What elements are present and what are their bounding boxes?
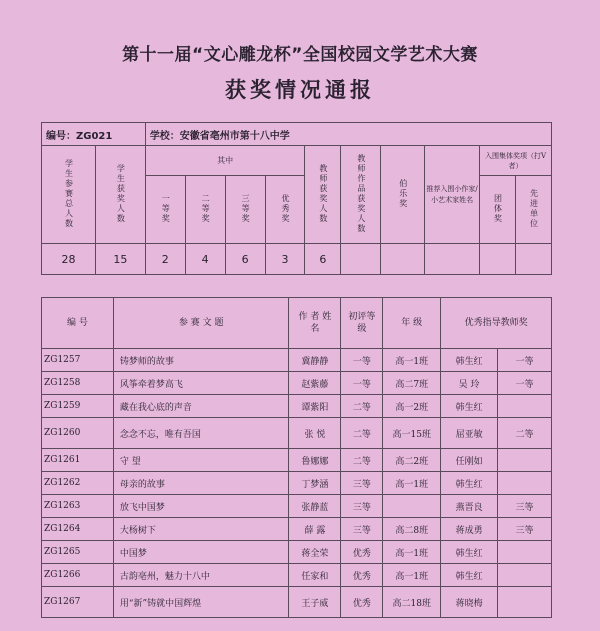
- cell-teacher-level: 三等: [498, 495, 552, 518]
- cell-author: 王子威: [289, 587, 341, 618]
- cell-title: 母亲的故事: [113, 472, 289, 495]
- value-music-award: [381, 244, 425, 275]
- cell-id: ZG1267: [42, 587, 114, 618]
- cell-author: 任家和: [289, 564, 341, 587]
- value-teacher-winners: 6: [305, 244, 341, 275]
- cell-title: 铸梦师的故事: [113, 349, 289, 372]
- header-first: 一等奖: [145, 176, 185, 244]
- cell-id: ZG1257: [42, 349, 114, 372]
- value-team: [480, 244, 516, 275]
- header-team: 团体奖: [480, 176, 516, 244]
- cell-author: 赵紫藤: [289, 372, 341, 395]
- awards-table: [41, 297, 552, 618]
- cell-teacher: 韩生红: [441, 472, 498, 495]
- cell-id: ZG1262: [42, 472, 114, 495]
- cell-author: 张 悦: [289, 418, 341, 449]
- cell-teacher-level: [498, 564, 552, 587]
- header-teacher-winners: 教师获奖人数: [305, 146, 341, 244]
- cell-teacher: 韩生红: [441, 395, 498, 418]
- cell-author: 蒋全荣: [289, 541, 341, 564]
- col-header-advisor: 优秀指导教师奖: [441, 298, 552, 349]
- cell-teacher: 燕晋良: [441, 495, 498, 518]
- cell-teacher: 蒋成勇: [441, 518, 498, 541]
- table-row: [42, 541, 552, 564]
- cell-title: 中国梦: [113, 541, 289, 564]
- cell-level: 一等: [341, 372, 383, 395]
- cell-title: 大杨树下: [113, 518, 289, 541]
- cell-level: 二等: [341, 395, 383, 418]
- table-row: [42, 472, 552, 495]
- table-row: [42, 587, 552, 618]
- cell-grade: 高二18班: [383, 587, 441, 618]
- col-header-level: 初评等级: [341, 298, 383, 349]
- cell-level: 二等: [341, 449, 383, 472]
- cell-level: 三等: [341, 518, 383, 541]
- cell-teacher-level: 一等: [498, 372, 552, 395]
- cell-author: 薛 露: [289, 518, 341, 541]
- cell-level: 优秀: [341, 541, 383, 564]
- cell-title: 古韵亳州，魅力十八中: [113, 564, 289, 587]
- cell-teacher-level: [498, 395, 552, 418]
- value-recommended: [425, 244, 480, 275]
- cell-teacher-level: [498, 472, 552, 495]
- table-row: [42, 372, 552, 395]
- cell-grade: 高一15班: [383, 418, 441, 449]
- cell-title: 风筝牵着梦高飞: [113, 372, 289, 395]
- cell-id: ZG1266: [42, 564, 114, 587]
- header-total-participants: 学生参赛总人数: [42, 146, 96, 244]
- cell-teacher: 任刚如: [441, 449, 498, 472]
- col-header-title: 参 赛 文 题: [113, 298, 289, 349]
- cell-grade: 高一1班: [383, 472, 441, 495]
- table-row: [42, 418, 552, 449]
- cell-author: 冀静静: [289, 349, 341, 372]
- table-row: [42, 495, 552, 518]
- table-row: [42, 395, 552, 418]
- value-third: 6: [225, 244, 265, 275]
- cell-author: 张静蓝: [289, 495, 341, 518]
- cell-teacher: 屈亚敏: [441, 418, 498, 449]
- cell-grade: 高一1班: [383, 541, 441, 564]
- school-name: 学校：安徽省亳州市第十八中学: [145, 123, 551, 146]
- cell-teacher: 吴 玲: [441, 372, 498, 395]
- table-row: [42, 518, 552, 541]
- cell-grade: 高二7班: [383, 372, 441, 395]
- cell-id: ZG1260: [42, 418, 114, 449]
- cell-title: 念念不忘，唯有吾国: [113, 418, 289, 449]
- value-teacher-works: [341, 244, 381, 275]
- cell-grade: [383, 495, 441, 518]
- cell-grade: 高二2班: [383, 449, 441, 472]
- cell-teacher-level: [498, 541, 552, 564]
- header-collective: 入围集体奖项（打V者）: [480, 146, 552, 176]
- cell-title: 用“新”铸就中国辉煌: [113, 587, 289, 618]
- entry-id: 编号：ZG021: [42, 123, 146, 146]
- header-advanced-unit: 先进单位: [515, 176, 551, 244]
- cell-teacher: 韩生红: [441, 349, 498, 372]
- value-first: 2: [145, 244, 185, 275]
- value-winners: 15: [95, 244, 145, 275]
- summary-table: [41, 122, 552, 275]
- cell-author: 丁梦涵: [289, 472, 341, 495]
- header-excellent: 优秀奖: [265, 176, 305, 244]
- header-of-which: 其中: [145, 146, 305, 176]
- cell-teacher: 蒋晓梅: [441, 587, 498, 618]
- cell-author: 谭紫阳: [289, 395, 341, 418]
- header-second: 二等奖: [185, 176, 225, 244]
- header-third: 三等奖: [225, 176, 265, 244]
- cell-level: 优秀: [341, 587, 383, 618]
- table-row: [42, 349, 552, 372]
- table-row: [42, 449, 552, 472]
- cell-grade: 高一1班: [383, 349, 441, 372]
- header-music-award: 伯乐奖: [381, 146, 425, 244]
- value-total-participants: 28: [42, 244, 96, 275]
- cell-id: ZG1261: [42, 449, 114, 472]
- cell-id: ZG1263: [42, 495, 114, 518]
- cell-level: 二等: [341, 418, 383, 449]
- cell-level: 三等: [341, 472, 383, 495]
- value-advanced-unit: [515, 244, 551, 275]
- cell-teacher: 韩生红: [441, 541, 498, 564]
- header-winners: 学生获奖人数: [95, 146, 145, 244]
- cell-author: 鲁娜娜: [289, 449, 341, 472]
- cell-teacher: 韩生红: [441, 564, 498, 587]
- cell-grade: 高一1班: [383, 564, 441, 587]
- cell-teacher-level: [498, 449, 552, 472]
- cell-grade: 高一2班: [383, 395, 441, 418]
- cell-id: ZG1259: [42, 395, 114, 418]
- cell-id: ZG1265: [42, 541, 114, 564]
- col-header-grade: 年 级: [383, 298, 441, 349]
- value-second: 4: [185, 244, 225, 275]
- cell-teacher-level: [498, 587, 552, 618]
- cell-teacher-level: 一等: [498, 349, 552, 372]
- header-recommended: 推荐入围小作家/小艺术家姓名: [425, 146, 480, 244]
- cell-level: 一等: [341, 349, 383, 372]
- report-title: 获奖情况通报: [225, 78, 375, 102]
- cell-title: 守 望: [113, 449, 289, 472]
- cell-title: 放飞中国梦: [113, 495, 289, 518]
- cell-id: ZG1264: [42, 518, 114, 541]
- cell-teacher-level: 三等: [498, 518, 552, 541]
- cell-grade: 高二8班: [383, 518, 441, 541]
- value-excellent: 3: [265, 244, 305, 275]
- table-row: [42, 564, 552, 587]
- col-header-id: 编 号: [42, 298, 114, 349]
- contest-title: 第十一届“文心雕龙杯”全国校园文学艺术大赛: [122, 45, 478, 65]
- cell-title: 藏在我心底的声音: [113, 395, 289, 418]
- cell-level: 优秀: [341, 564, 383, 587]
- col-header-author: 作 者 姓 名: [289, 298, 341, 349]
- cell-teacher-level: 二等: [498, 418, 552, 449]
- header-teacher-works: 教师作品获奖人数: [341, 146, 381, 244]
- cell-id: ZG1258: [42, 372, 114, 395]
- cell-level: 三等: [341, 495, 383, 518]
